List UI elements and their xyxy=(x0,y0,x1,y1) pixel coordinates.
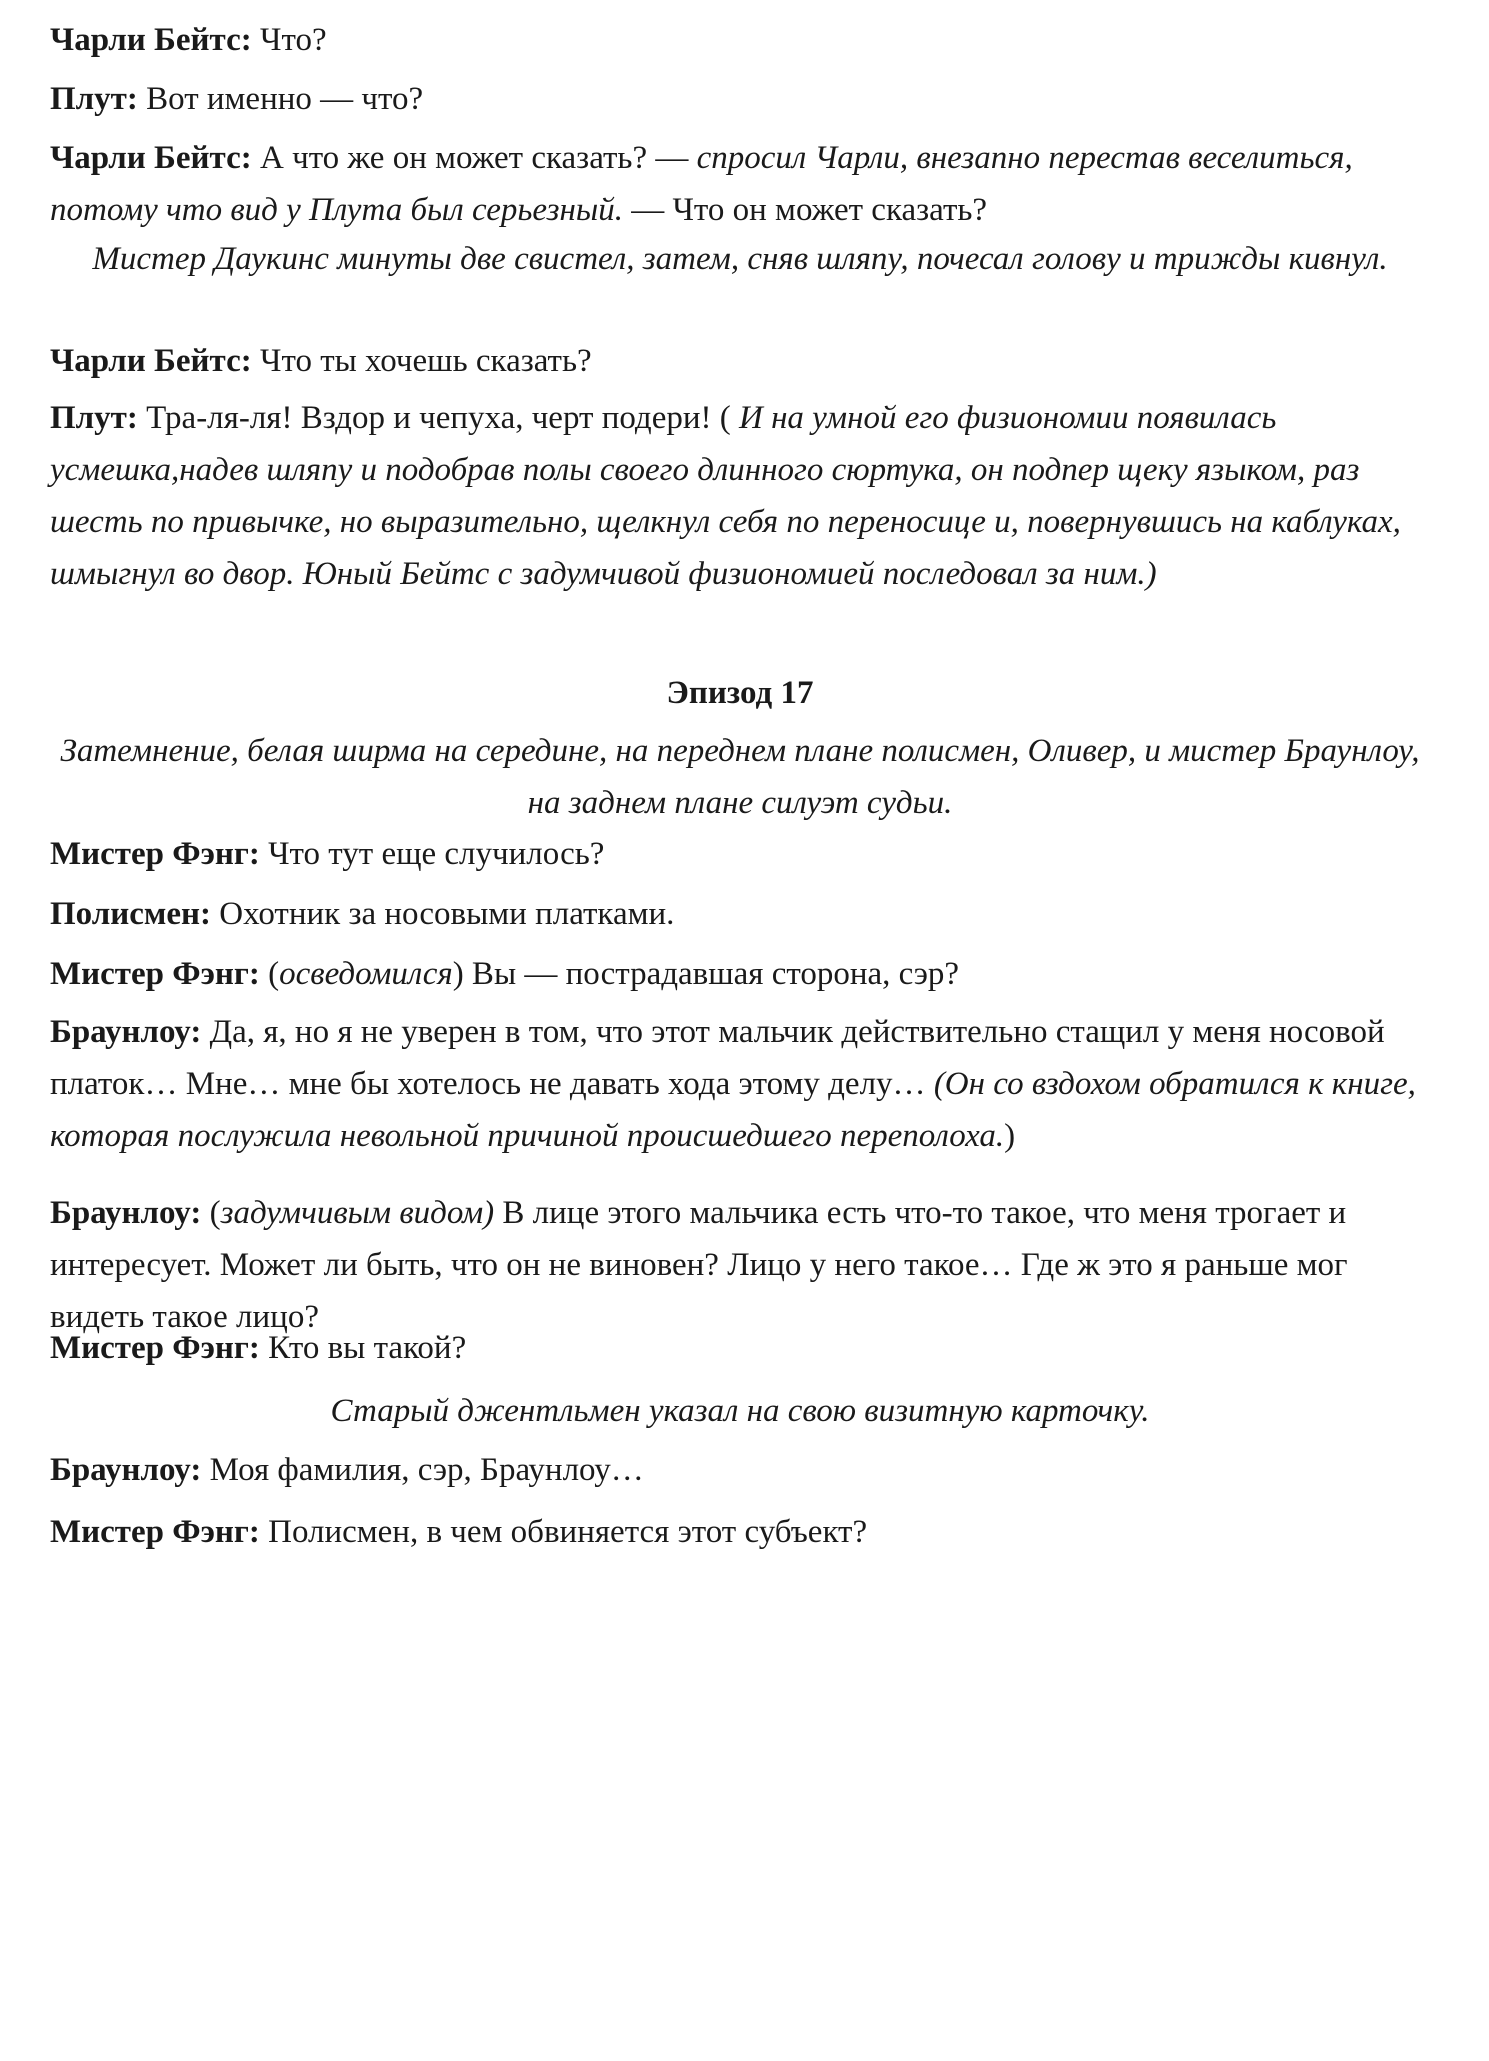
speaker-name: Мистер Фэнг: xyxy=(50,1514,260,1550)
speaker-name: Мистер Фэнг: xyxy=(50,836,260,872)
dialogue-line xyxy=(50,1187,1430,1343)
dialogue-line xyxy=(50,392,1430,600)
stage-direction-inline: (Он со вздохом обратился к книге, которая послужила невольной причиной происшедшего переполоха. xyxy=(50,1066,1416,1154)
speech-text: Моя фамилия, сэр, Браунлоу… xyxy=(201,1452,644,1488)
stage-direction: Мистер Даукинс минуты две свистел, затем, сняв шляпу, почесал голову и трижды кивнул. xyxy=(92,241,1388,277)
speaker-name: Плут: xyxy=(50,400,138,436)
dialogue-line xyxy=(50,948,1430,1000)
speech-text: Тра-ля-ля! Вздор и чепуха, черт подери! ( xyxy=(137,400,739,436)
speaker-name: Браунлоу: xyxy=(50,1014,202,1050)
speech-text: ) xyxy=(1004,1118,1016,1154)
speech-text: — Что он может сказать? xyxy=(622,192,988,228)
episode-heading: Эпизод 17 xyxy=(666,675,814,711)
speech-text: Что? xyxy=(251,22,327,58)
speaker-name: Браунлоу: xyxy=(50,1195,202,1231)
stage-direction-inline: И на умной его физиономии появилась усмешка,надев шляпу и подобрав полы своего длинного сюртука, он подпер щеку языком, раз шесть по привычке, но выразительно, щелкнул себя по переносице и, повернувшись на каблуках, шмыгнул во двор. Юный Бейтс с задумчивой физиономией последовал за ним.) xyxy=(50,400,1401,592)
speech-text: ) Вы — пострадавшая сторона, сэр? xyxy=(452,956,960,992)
stage-direction: Затемнение, белая ширма на середине, на переднем плане полисмен, Оливер, и мистер Браунлоу, на заднем плане силуэт судьи. xyxy=(60,733,1420,821)
speech-text: ( xyxy=(201,1195,221,1231)
stage-direction: Старый джентльмен указал на свою визитную карточку. xyxy=(330,1393,1150,1429)
dialogue-line xyxy=(50,1322,1430,1374)
dialogue-line xyxy=(50,335,1430,387)
speaker-name: Полисмен: xyxy=(50,896,212,932)
stage-direction-inline: спросил Чарли, внезапно перестав веселиться, потому что вид у Плута был серьезный. xyxy=(50,140,1353,228)
speaker-name: Чарли Бейтс: xyxy=(50,22,252,58)
speech-text: ( xyxy=(259,956,280,992)
speaker-name: Чарли Бейтс: xyxy=(50,343,252,379)
dialogue-line xyxy=(50,888,1430,940)
speaker-name: Плут: xyxy=(50,81,138,117)
dialogue-line xyxy=(50,828,1430,880)
speech-text: Кто вы такой? xyxy=(259,1330,467,1366)
stage-direction-inline: задумчивым видом) xyxy=(220,1195,495,1231)
speech-text: Что ты хочешь сказать? xyxy=(251,343,592,379)
speaker-name: Мистер Фэнг: xyxy=(50,956,260,992)
dialogue-line xyxy=(50,1006,1430,1162)
dialogue-line xyxy=(50,132,1430,236)
speech-text: А что же он может сказать? — xyxy=(251,140,697,176)
speaker-name: Браунлоу: xyxy=(50,1452,202,1488)
dialogue-line xyxy=(50,1444,1430,1496)
speech-text: Охотник за носовыми платками. xyxy=(211,896,675,932)
dialogue-line xyxy=(50,14,1430,66)
speech-text: Полисмен, в чем обвиняется этот субъект? xyxy=(259,1514,868,1550)
speech-text: Да, я, но я не уверен в том, что этот мальчик действительно стащил у меня носовой платок… Мне… мне бы хотелось не давать хода этому делу… xyxy=(50,1014,1385,1102)
speech-text: В лице этого мальчика есть что-то такое, что меня трогает и интересует. Может ли быть, что он не виновен? Лицо у него такое… Где ж это я раньше мог видеть такое лицо? xyxy=(50,1195,1348,1335)
speaker-name: Мистер Фэнг: xyxy=(50,1330,260,1366)
speech-text: Что тут еще случилось? xyxy=(259,836,605,872)
dialogue-line xyxy=(50,1506,1430,1558)
speaker-name: Чарли Бейтс: xyxy=(50,140,252,176)
speech-text: Вот именно — что? xyxy=(137,81,424,117)
stage-direction-inline: осведомился xyxy=(279,956,453,992)
dialogue-line xyxy=(50,73,1430,125)
